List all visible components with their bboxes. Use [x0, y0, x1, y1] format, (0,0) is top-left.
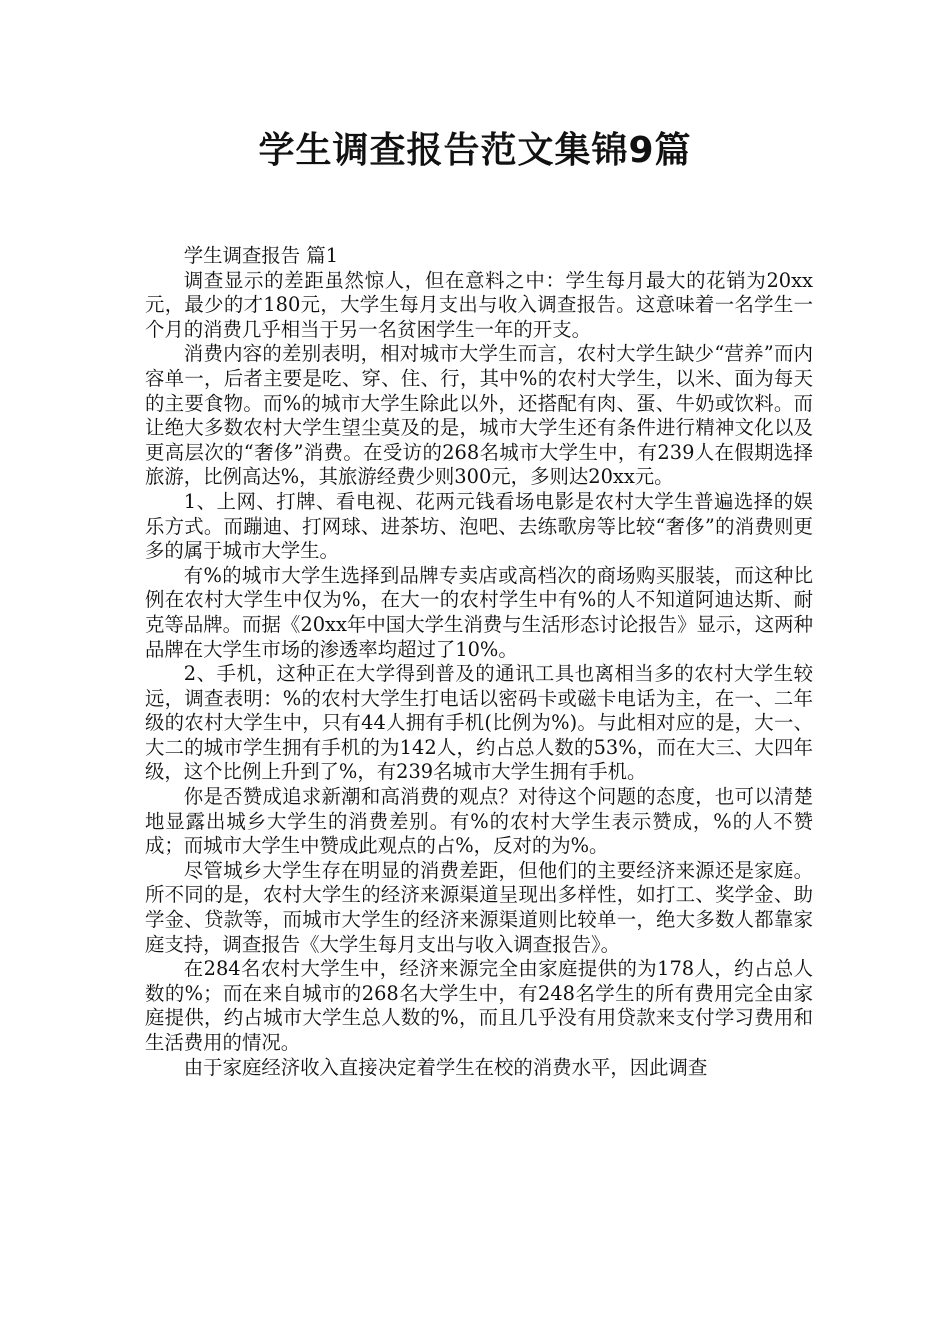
- paragraph-4: 有%的城市大学生选择到品牌专卖店或高档次的商场购买服装，而这种比例在农村大学生中仅为%，在大一的农村学生中有%的人不知道阿迪达斯、耐克等品牌。而据《20xx年中国大学生消费与生活形态讨论报告》显示，这两种品牌在大学生市场的渗透率均超过了10%。: [145, 563, 813, 661]
- paragraph-2: 消费内容的差别表明，相对城市大学生而言，农村大学生缺少“营养”而内容单一，后者主要是吃、穿、住、行，其中%的农村大学生，以米、面为每天的主要食物。而%的城市大学生除此以外，还搭配有肉、蛋、牛奶或饮料。而让绝大多数农村大学生望尘莫及的是，城市大学生还有条件进行精神文化以及更高层次的“奢侈”消费。在受访的268名城市大学生中，有239人在假期选择旅游，比例高达%，其旅游经费少则300元，多则达20xx元。: [145, 342, 813, 489]
- paragraph-1: 调查显示的差距虽然惊人，但在意料之中：学生每月最大的花销为20xx元，最少的才180元，大学生每月支出与收入调查报告。这意味着一名学生一个月的消费几乎相当于另一名贫困学生一年的开支。: [145, 268, 813, 341]
- document-body: [145, 244, 813, 1080]
- paragraph-8: 在284名农村大学生中，经济来源完全由家庭提供的为178人，约占总人数的%；而在来自城市的268名大学生中，有248名学生的所有费用完全由家庭提供，约占城市大学生总人数的%，而且几乎没有用贷款来支付学习费用和生活费用的情况。: [145, 957, 813, 1054]
- paragraph-6: 你是否赞成追求新潮和高消费的观点？对待这个问题的态度，也可以清楚地显露出城乡大学生的消费差别。有%的农村大学生表示赞成，%的人不赞成；而城市大学生中赞成此观点的占%，反对的为%。: [145, 785, 813, 858]
- document-title: 学生调查报告范文集锦9篇: [258, 130, 692, 171]
- paragraph-7: 尽管城乡大学生存在明显的消费差距，但他们的主要经济来源还是家庭。所不同的是，农村大学生的经济来源渠道呈现出多样性，如打工、奖学金、助学金、贷款等，而城市大学生的经济来源渠道则比较单一，绝大多数人都靠家庭支持，调查报告《大学生每月支出与收入调查报告》。: [145, 858, 813, 956]
- paragraph-3: 1、上网、打牌、看电视、花两元钱看场电影是农村大学生普遍选择的娱乐方式。而蹦迪、打网球、进茶坊、泡吧、去练歌房等比较“奢侈”的消费则更多的属于城市大学生。: [145, 489, 813, 563]
- section-heading: 学生调查报告 篇1: [183, 244, 339, 267]
- paragraph-9: 由于家庭经济收入直接决定着学生在校的消费水平，因此调查: [183, 1055, 708, 1079]
- paragraph-5: 2、手机，这种正在大学得到普及的通讯工具也离相当多的农村大学生较远，调查表明：%的农村大学生打电话以密码卡或磁卡电话为主，在一、二年级的农村大学生中，只有44人拥有手机(比例为%)。与此相对应的是，大一、大二的城市学生拥有手机的为142人，约占总人数的53%，而在大三、大四年级，这个比例上升到了%，有239名城市大学生拥有手机。: [145, 662, 813, 784]
